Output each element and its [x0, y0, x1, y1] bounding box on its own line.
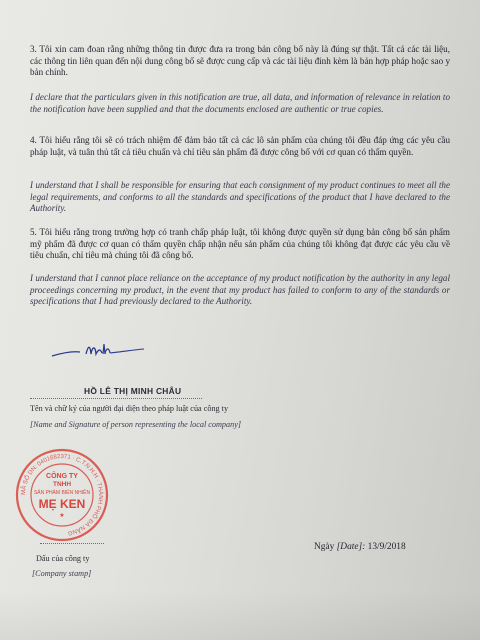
date-line — [314, 542, 406, 552]
stamp-brand: MẸ KEN — [38, 497, 86, 511]
section-3-english: I declare that the particulars given in this notification are true, all data, and information of relevance in relation to the notification have been supplied and that the documents enclosed are authentic or true copies. — [30, 92, 450, 114]
company-stamp — [14, 447, 110, 543]
handwritten-signature — [48, 336, 158, 366]
stamp-line — [40, 543, 104, 544]
stamp-line-company: CÔNG TY — [46, 473, 78, 480]
stamp-line-business: SẢN PHẨM BIỂN NHIÊN — [33, 490, 91, 496]
date-label-vi: Ngày — [314, 542, 335, 552]
signatory-name: HỒ LÊ THỊ MINH CHÂU — [84, 386, 182, 396]
section-4-english: I understand that I shall be responsible for ensuring that each consignment of my product continues to meet all the legal requirements, and conforms to all the standards and specifications of the product that I have declared to the Authority. — [30, 180, 450, 214]
section-3-vietnamese: 3. Tôi xin cam đoan rằng những thông tin được đưa ra trong bản công bố này là đúng sự thật. Tất cả các tài liệu, các thông tin liên quan đến nội dung công bố sẽ được cung cấp và các tài liệu đính kèm là bản hợp pháp hoặc sao y bản chính. — [30, 44, 450, 78]
date-label-en: [Date]: — [336, 542, 366, 552]
stamp-line-type: TNHH — [52, 481, 72, 488]
signature-line — [30, 398, 202, 399]
date-value: 13/9/2018 — [367, 542, 406, 552]
stamp-ring-text: MÃ SỐ DN: 0401682371 · C.T.N.H.H · THÀNH PHỐ ĐÀ NẴNG — [20, 453, 104, 536]
section-4-vietnamese: 4. Tôi hiểu rằng tôi sẽ có trách nhiệm để đảm bảo tất cả các lô sản phẩm của chúng tôi đều đáp ứng các yêu cầu pháp luật, và tuân thủ tất cả tiêu chuẩn và chỉ tiêu sản phẩm đã được công bố với cơ quan có thẩm quyền. — [30, 135, 450, 157]
svg-text:★: ★ — [59, 513, 65, 519]
section-5-english: I understand that I cannot place reliance on the acceptance of my product notification by the authority in any legal proceedings concerning my product, in the event that my product has failed to conform to any of the standards or specifications that I had previously declared to the Authority. — [30, 273, 450, 307]
stamp-caption-vietnamese: Dấu của công ty — [36, 554, 90, 563]
stamp-caption-english: [Company stamp] — [32, 569, 92, 578]
signatory-caption-vietnamese: Tên và chữ ký của người đại diện theo pháp luật của công ty — [30, 404, 229, 413]
section-5-vietnamese: 5. Tôi hiểu rằng trong trường hợp có tranh chấp pháp luật, tôi không được quyền sử dụng bản công bố sản phẩm mỹ phẩm đã được cơ quan có thẩm quyền chấp nhận nếu sản phẩm của chúng tôi không đạt được các yêu cầu về tiêu chuẩn, chỉ tiêu mà chúng tôi đã công bố. — [30, 227, 450, 261]
signatory-caption-english: [Name and Signature of person representing the local company] — [30, 420, 242, 429]
page-shadow — [0, 590, 480, 640]
